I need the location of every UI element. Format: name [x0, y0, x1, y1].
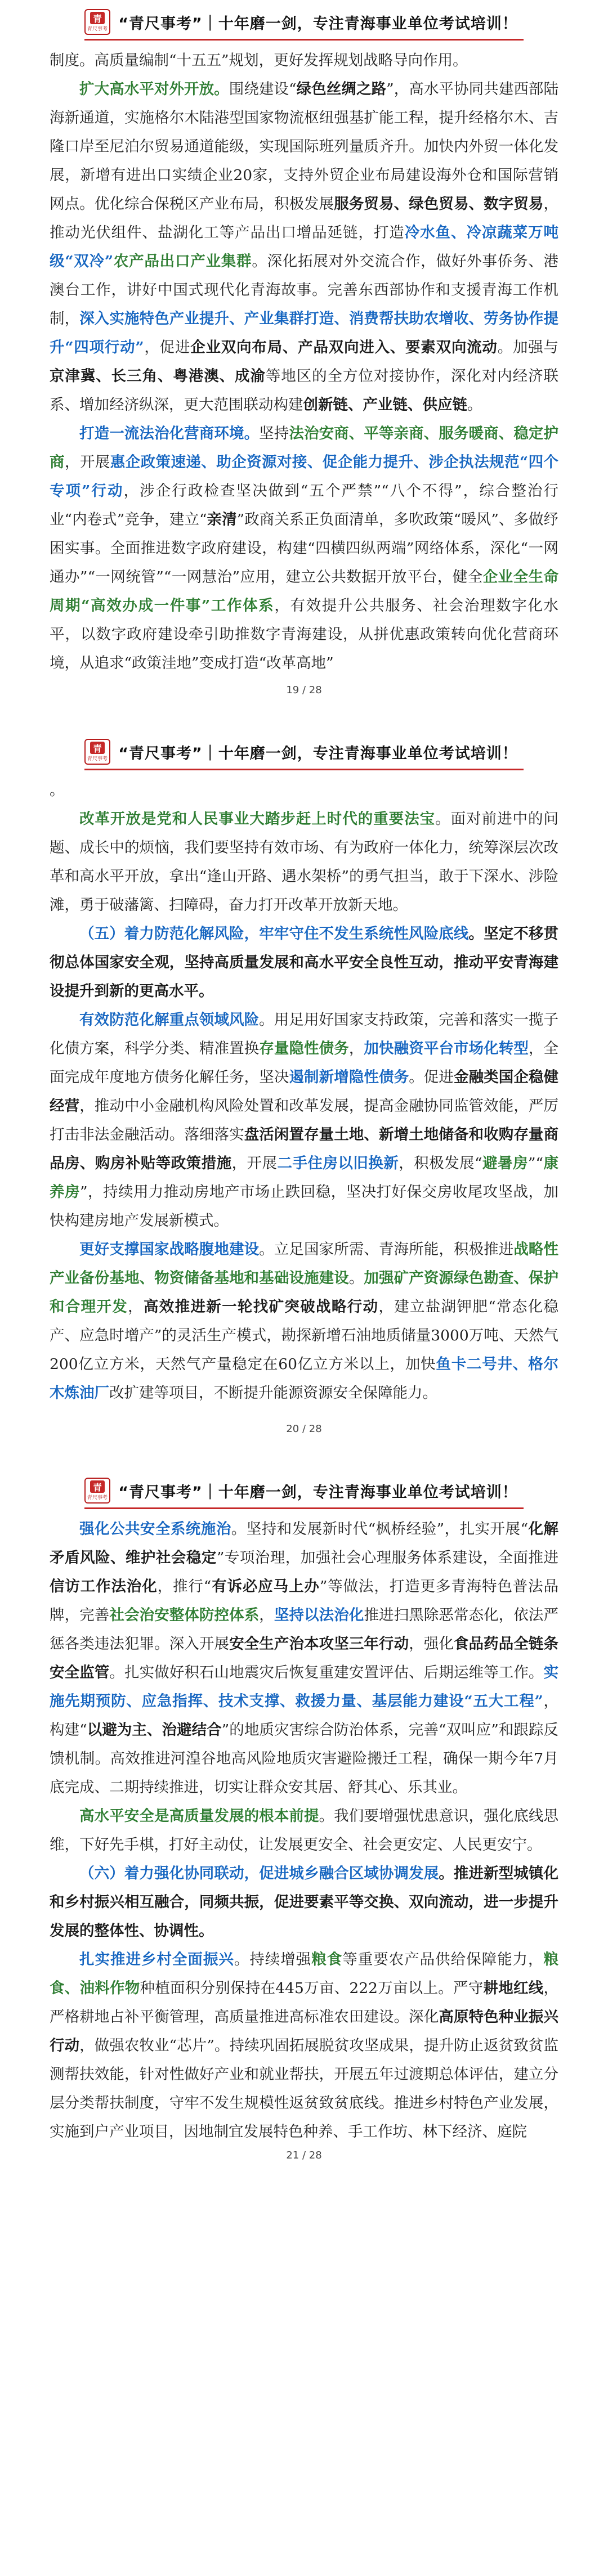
page-body — [0, 774, 608, 1407]
text-run: 深入实施特色产业提升、产业集群打造、消费帮扶助农增收、劳务协作提升“四项行动” — [50, 310, 559, 356]
text-run: 。深化拓展对外交流合作，做好外事侨务、港澳台工作，讲好中国式现代化青海故事。完善东西部协作和支援青海工作机制， — [50, 253, 558, 327]
text-run: 。促进 — [409, 1069, 454, 1086]
text-run: ”，高水平协同共建西部陆海新通道，实施格尔木陆港型国家物流枢纽强基扩能工程，提升经格尔木、吉隆口岸至尼泊尔贸易通道能级，实现国际班列量质齐升。加快内外贸一体化发展，新增有进出口实绩企业20家，支持外贸企业布局建设海外仓和国际营销网点。优化综合保税区产业布局，积极发展 — [50, 80, 559, 213]
text-run: 有诉必应马上办 — [211, 1578, 320, 1595]
text-run: 安全生产治本攻坚三年行动 — [229, 1635, 409, 1653]
text-run: ，开展 — [64, 454, 110, 471]
text-run: ，推动光伏组件、盐湖化工等产品出口增品延链，打造 — [50, 195, 559, 241]
paragraph — [50, 75, 558, 419]
paragraph: 。 — [50, 782, 65, 799]
text-run: 高原特色种业振兴行动 — [50, 2008, 559, 2054]
text-run: 鱼卡二号井、格尔木炼油厂 — [50, 1356, 558, 1402]
text-run: 加强矿产资源绿色勘查、保护和合理开发 — [50, 1269, 559, 1316]
text-run: 。立足国家所需、青海所能，积极推进 — [259, 1241, 514, 1258]
text-run: 化解矛盾风险、维护社会稳定 — [50, 1520, 558, 1567]
page-number: 20 / 28 — [286, 1423, 322, 1435]
text-run: 战略性产业备份基地、物资储备基地和基础设施建设 — [50, 1241, 559, 1287]
text-run: 改革开放是党和人民事业大踏步赶上时代的重要法宝 — [79, 810, 436, 828]
text-run: ，严格耕地占补平衡管理，高质量推进高标准农田建设。深化 — [50, 1980, 558, 2026]
text-run: 企业全生命周期“高效办成一件事”工作体系 — [50, 568, 558, 614]
paragraph — [50, 1802, 558, 1859]
text-run: ，做强农牧业“芯片”。持续巩固拓展脱贫攻坚成果，提升防止返贫致贫监测帮扶效能，针对性做好产业和就业帮扶，开展五年过渡期总体评估，建立分层分类帮扶制度，守牢不发生规模性返贫致贫底线。推进乡村特色产业发展，实施到户产业项目，因地制宜发展特色种养、手工作坊、林下经济、庭院 — [50, 2037, 558, 2140]
paragraph — [50, 1945, 558, 2146]
section-heading — [50, 1859, 558, 1945]
text-run: 打造一流法治化营商环境。 — [79, 425, 260, 442]
header-rule — [84, 39, 524, 41]
text-run: 法治安商、平等亲商、服务暖商、稳定护商 — [50, 425, 559, 471]
text-run: 农产品出口产业集群 — [113, 253, 252, 270]
text-run: ，推动中小金融机构风险处置和改革发展，提高金融协同监管效能，严厉打击非法金融活动。落细落实 — [50, 1097, 559, 1143]
text-run: 更好支撑国家战略腹地建设 — [79, 1241, 260, 1258]
header-slogan: “青尺事考”｜十年磨一剑，专注青海事业单位考试培训！ — [118, 744, 518, 762]
text-run: 亲清 — [207, 511, 237, 528]
text-run: 。用足用好国家支持政策，完善和落实一揽子化债方案，科学分类、精准置换 — [50, 1011, 559, 1057]
text-run: 。坚定不移贯彻总体国家安全观，坚持高质量发展和高水平安全良性互动，推动平安青海建设提升到新的更高水平。 — [50, 925, 558, 1000]
text-run: ，涉企行政检查坚决做到“五个严禁”“八个不得”，综合整治行业“内卷式”竞争，建立“ — [50, 482, 558, 528]
text-run: ”，持续用力推动房地产市场止跌回稳，坚决打好保交房收尾攻坚战，加快构建房地产发展新模式。 — [50, 1183, 558, 1229]
text-run: 坚持 — [259, 425, 289, 442]
page-19 — [0, 0, 608, 696]
text-run: 社会治安整体防控体系 — [109, 1606, 260, 1624]
page-header — [0, 1469, 608, 1513]
text-run: 加快融资平台市场化转型 — [364, 1040, 529, 1057]
text-run: ，积极发展“ — [399, 1155, 482, 1172]
page-body — [0, 44, 608, 677]
brand-logo: 青 青尺事考 — [84, 1478, 110, 1504]
text-run: 企业双向布局、产品双向进入、要素双向流动 — [190, 339, 498, 356]
text-run: 围绕建设“ — [229, 80, 297, 98]
text-run: 坚持以法治化 — [274, 1606, 364, 1624]
text-run: 。持续增强 — [234, 1951, 312, 1968]
text-run: ，有效提升公共服务、社会治理数字化水平，以数字政府建设牵引助推数字青海建设，从拼优惠政策转向优化营商环境，从追求“政策洼地”变成打造“改革高地” — [50, 597, 558, 672]
paragraph — [50, 1006, 558, 1235]
page-header — [0, 0, 608, 44]
text-run: 创新链、产业链、供应链 — [303, 396, 467, 414]
page-gap — [0, 696, 608, 730]
text-run: ， — [128, 1298, 144, 1316]
section-heading — [50, 919, 558, 1006]
text-run: 。 — [467, 396, 482, 414]
text-run: 改扩建等项目，不断提升能源资源安全保障能力。 — [109, 1384, 437, 1402]
page-header — [0, 730, 608, 774]
paragraph — [50, 1235, 558, 1407]
text-run: 实施先期预防、应急指挥、技术支撑、救援力量、基层能力建设“五大工程” — [50, 1664, 559, 1710]
text-run: 种植面积分别保持在445万亩、222万亩以上。严守 — [140, 1980, 484, 1997]
text-run: 存量隐性债务 — [259, 1040, 349, 1057]
text-run: 耕地红线 — [483, 1980, 544, 1997]
text-run: 绿色丝绸之路 — [296, 80, 387, 98]
text-run: 粮食 — [311, 1951, 343, 1968]
text-run: 服务贸易、绿色贸易、数字贸易 — [334, 195, 544, 213]
page-body — [0, 1513, 608, 2146]
page-gap — [0, 1435, 608, 1469]
text-run: 扩大高水平对外开放。 — [79, 80, 229, 98]
page-20 — [0, 730, 608, 1435]
text-run: 。 — [348, 1269, 364, 1287]
text-run: 避暑房 — [482, 1155, 528, 1172]
text-run: ，开展 — [231, 1155, 278, 1172]
text-run: 。扎实做好积石山地震灾后恢复重建安置评估、后期运维等工作。 — [109, 1664, 544, 1681]
brand-logo: 青 青尺事考 — [84, 9, 110, 35]
text-run: 等地区的全方位对接协作，深化对内经济联系、增加经济纵深，更大范围联动构建 — [50, 367, 558, 414]
text-run: 盘活闲置存量土地、新增土地储备和收购存量商品房、购房补贴等政策措施 — [50, 1126, 559, 1172]
text-run: 。我们要增强忧患意识，强化底线思维，下好先手棋，打好主动仗，让发展更安全、社会更安定、人民更安宁。 — [50, 1807, 559, 1854]
page-number: 19 / 28 — [286, 684, 322, 696]
text-run: ， — [348, 1040, 364, 1057]
header-rule — [84, 1507, 524, 1509]
text-run: 强化公共安全系统施治 — [79, 1520, 231, 1538]
text-run: 遏制新增隐性债务 — [289, 1069, 409, 1086]
text-run: ，构建“ — [50, 1693, 558, 1739]
text-run: ”“ — [527, 1155, 544, 1172]
text-run: ”的地质灾害综合防治体系，完善“双叫应”和跟踪反馈机制。高效推进河湟谷地高风险地质灾害避险搬迁工程，确保一期今年7月底完成、二期持续推进，切实让群众安其居、舒其心、乐其业。 — [50, 1721, 558, 1796]
text-run: 康养房 — [50, 1155, 559, 1201]
paragraph: 制度。高质量编制“十五五”规划，更好发挥规划战略导向作用。 — [50, 52, 468, 69]
text-run: ，强化 — [409, 1635, 454, 1653]
text-run: ，促进 — [144, 339, 191, 356]
text-run: ”政商关系正负面清单，多吹政策“暖风”、多做纾困实事。全面推进数字政府建设，构建“四横四纵两端”网络体系，深化“一网通办”“一网统管”“一网慧治”应用，建立公共数据开放平台，健全 — [50, 511, 558, 586]
text-run: （六）着力强化协同联动，促进城乡融合区域协调发展 — [79, 1865, 439, 1882]
text-run: ，全面完成年度地方债务化解任务，坚决 — [50, 1040, 559, 1086]
header-slogan: “青尺事考”｜十年磨一剑，专注青海事业单位考试培训！ — [118, 1483, 518, 1501]
header-rule — [84, 769, 524, 770]
paragraph — [50, 419, 558, 677]
text-run: 等重要农产品供给保障能力， — [342, 1951, 544, 1968]
page-number: 21 / 28 — [286, 2149, 322, 2161]
text-run: 。坚持和发展新时代“枫桥经验”，扎实开展“ — [231, 1520, 529, 1538]
paragraph — [50, 1515, 558, 1802]
text-run: 京津冀、长三角、粤港澳、成渝 — [50, 367, 266, 385]
text-run: ， — [259, 1606, 274, 1624]
text-run: 金融类国企稳健经营 — [50, 1069, 559, 1115]
page-21 — [0, 1469, 608, 2161]
text-run: 。推进新型城镇化和乡村振兴相互融合，同频共振，促进要素平等交换、双向流动，进一步提升发展的整体性、协调性。 — [50, 1865, 559, 1940]
text-run: 食品药品全链条安全监管 — [50, 1635, 559, 1681]
header-slogan: “青尺事考”｜十年磨一剑，专注青海事业单位考试培训！ — [118, 15, 518, 33]
text-run: 以避为主、治避结合 — [87, 1721, 222, 1739]
text-run: ，建立盐湖钾肥“常态化稳产、应急时增产”的灵活生产模式，勘探新增石油地质储量3000万吨、天然气200亿立方米，天然气产量稳定在60亿立方米以上，加快 — [50, 1298, 559, 1373]
text-run: 推进扫黑除恶常态化，依法严惩各类违法犯罪。深入开展 — [50, 1606, 559, 1653]
text-run: 扎实推进乡村全面振兴 — [79, 1951, 234, 1968]
text-run: 。面对前进中的问题、成长中的烦恼，我们要坚持有效市场、有为政府一体化力，统筹深层次改革和高水平开放，拿出“逢山开路、遇水架桥”的勇气担当，敢于下深水、涉险滩，勇于破藩篱、扫障碍，奋力打开改革开放新天地。 — [50, 810, 559, 914]
text-run: 高效推进新一轮找矿突破战略行动 — [143, 1298, 379, 1316]
text-run: ，推行“ — [157, 1578, 212, 1595]
text-run: 冷水鱼、冷凉蔬菜万吨级“双冷” — [50, 224, 558, 270]
text-run: ”专项治理，加强社会心理服务体系建设，全面推进 — [216, 1549, 558, 1567]
text-run: 二手住房以旧换新 — [277, 1155, 399, 1172]
text-run: 。加强与 — [497, 339, 559, 356]
text-run: 粮食、油料作物 — [50, 1951, 559, 1997]
text-run: 信访工作法治化 — [50, 1578, 158, 1595]
text-run: 有效防范化解重点领域风险 — [79, 1011, 260, 1029]
text-run: ”等做法，打造更多青海特色普法品牌，完善 — [50, 1578, 558, 1624]
text-run: （五）着力防范化解风险，牢牢守住不发生系统性风险底线 — [79, 925, 469, 943]
paragraph — [50, 805, 558, 919]
text-run: 高水平安全是高质量发展的根本前提 — [79, 1807, 319, 1825]
brand-logo: 青 青尺事考 — [84, 739, 110, 765]
text-run: 惠企政策速递、助企资源对接、促企能力提升、涉企执法规范“四个专项”行动 — [50, 454, 558, 500]
